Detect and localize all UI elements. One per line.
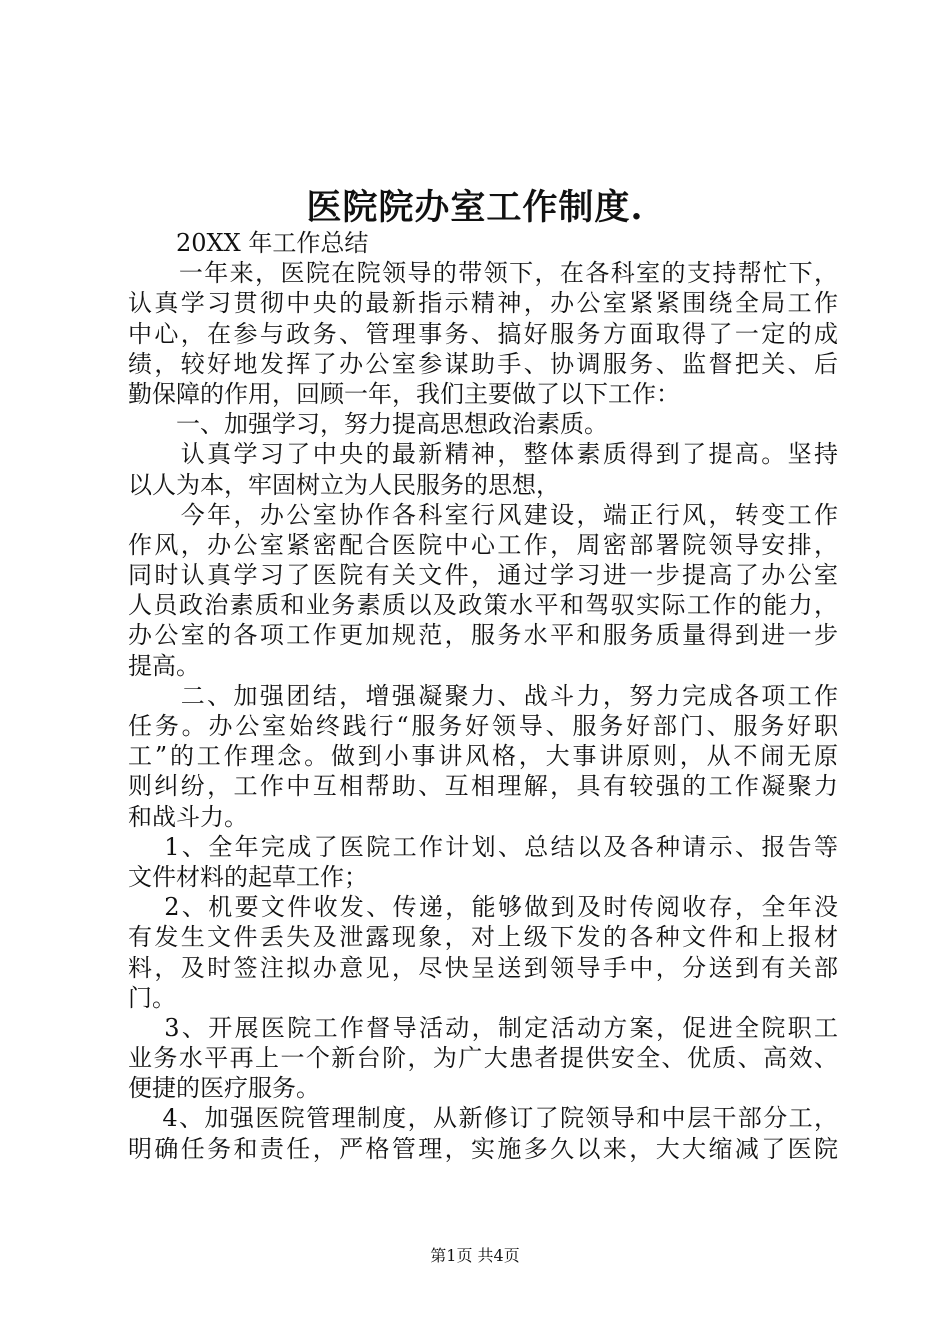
body-line: 工”的工作理念。做到小事讲风格，大事讲原则，从不闹无原 <box>128 742 838 771</box>
document-title: 医院院办室工作制度. <box>306 187 644 228</box>
body-line: 认真学习了中央的最新精神，整体素质得到了提高。坚持 <box>128 440 838 469</box>
body-line: 以人为本，牢固树立为人民服务的思想， <box>128 470 560 499</box>
body-line: 一、加强学习，努力提高思想政治素质。 <box>128 410 608 439</box>
body-line: 今年，办公室协作各科室行风建设，端正行风，转变工作 <box>128 500 838 529</box>
body-line: 门。 <box>128 983 176 1012</box>
body-line: 明确任务和责任，严格管理，实施多久以来，大大缩减了医院 <box>128 1134 838 1163</box>
body-line: 业务水平再上一个新台阶，为广大患者提供安全、优质、高效、 <box>128 1044 838 1073</box>
body-line: 料，及时签注拟办意见，尽快呈送到领导手中，分送到有关部 <box>128 953 838 982</box>
body-line: 有发生文件丢失及泄露现象，对上级下发的各种文件和上报材 <box>128 923 838 952</box>
page-footer: 第1页 共4页 <box>430 1246 520 1265</box>
body-line: 提高。 <box>128 651 200 680</box>
body-line: 和战斗力。 <box>128 802 248 831</box>
body-line: 人员政治素质和业务素质以及政策水平和驾驭实际工作的能力， <box>128 591 838 620</box>
body-line: 1、全年完成了医院工作计划、总结以及各种请示、报告等 <box>128 832 838 861</box>
body-line: 20XX 年工作总结 <box>128 229 369 257</box>
body-line: 办公室的各项工作更加规范，服务水平和服务质量得到进一步 <box>128 621 838 650</box>
body-line: 2、机要文件收发、传递，能够做到及时传阅收存，全年没 <box>128 893 838 922</box>
document-body <box>128 228 838 1164</box>
body-line: 作风，办公室紧密配合医院中心工作，周密部署院领导安排， <box>128 530 838 559</box>
body-line: 认真学习贯彻中央的最新指示精神，办公室紧紧围绕全局工作 <box>128 289 838 318</box>
body-line: 任务。办公室始终践行“服务好领导、服务好部门、服务好职 <box>128 712 838 740</box>
body-line: 则纠纷，工作中互相帮助、互相理解，具有较强的工作凝聚力 <box>128 772 838 801</box>
body-line: 便捷的医疗服务。 <box>128 1074 320 1103</box>
body-line: 同时认真学习了医院有关文件，通过学习进一步提高了办公室 <box>128 561 838 590</box>
body-line: 勤保障的作用，回顾一年，我们主要做了以下工作： <box>128 379 680 408</box>
body-line: 二、加强团结，增强凝聚力、战斗力，努力完成各项工作 <box>128 681 838 710</box>
body-line: 一年来，医院在院领导的带领下，在各科室的支持帮忙下， <box>128 259 838 288</box>
body-line: 文件材料的起草工作； <box>128 862 368 891</box>
body-line: 中心，在参与政务、管理事务、搞好服务方面取得了一定的成 <box>128 319 838 348</box>
body-line: 绩，较好地发挥了办公室参谋助手、协调服务、监督把关、后 <box>128 349 838 378</box>
body-line: 3、开展医院工作督导活动，制定活动方案，促进全院职工 <box>128 1013 838 1042</box>
body-line: 4、加强医院管理制度，从新修订了院领导和中层干部分工， <box>128 1104 838 1133</box>
